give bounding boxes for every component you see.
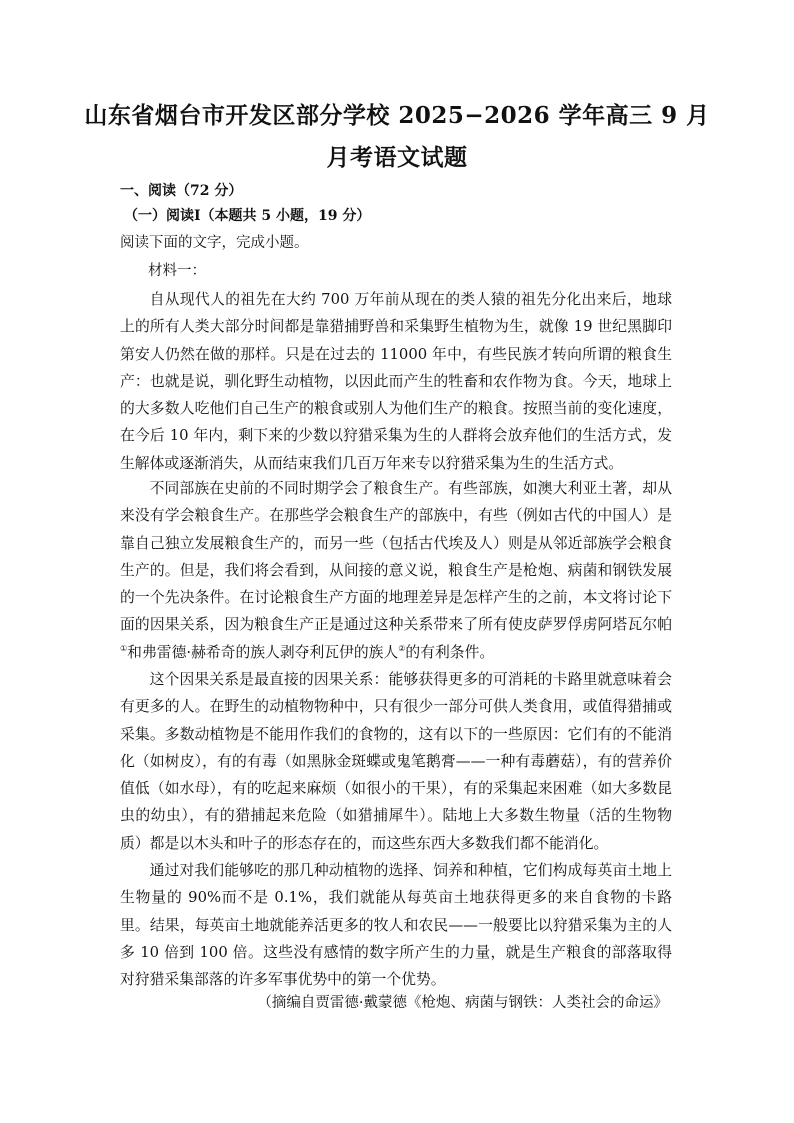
section-heading: 一、阅读（72 分） xyxy=(120,183,243,199)
paragraph-2-body: 不同部族在史前的不同时期学会了粮食生产。有些部族，如澳大利亚土著，却从来没有学会粮食生产。在那些学会粮食生产的部族中，有些（例如古代的中国人）是靠自己独立发展粮食生产的，而另一些（包括古代埃及人）则是从邻近部族学会粮食生产的。但是，我们将会看到，从间接的意义说，粮食生产是枪炮、病菌和钢铁发展的一个先决条件。在讨论粮食生产方面的地理差异是怎样产生的之前，本文将讨论下面的因果关系，因为粮食生产正是通过这种关系带来了所有使皮萨罗俘虏阿塔瓦尔帕 xyxy=(120,480,672,634)
paragraph-2 xyxy=(120,475,672,666)
page-title-line1: 山东省烟台市开发区部分学校 2025−2026 学年高三 9 月 xyxy=(84,102,710,129)
section-subheading: （一）阅读Ⅰ（本题共 5 小题，19 分） xyxy=(124,208,371,224)
paragraph-2-end: 的有利条件。 xyxy=(405,643,495,661)
material-label: 材料一： xyxy=(148,263,206,279)
footnote-marker-1: ① xyxy=(120,643,128,653)
paragraph-3: 这个因果关系是最直接的因果关系：能够获得更多的可消耗的卡路里就意味着会有更多的人。在野生的动植物物种中，只有很少一部分可供人类食用，或值得猎捕或采集。多数动植物是不能用作我们的食物的，这有以下的一些原因：它们有的不能消化（如树皮），有的有毒（如黑脉金斑蝶或鬼笔鹅膏——一种有毒蘑菇），有的营养价值低（如水母），有的吃起来麻烦（如很小的干果），有的采集起来困难（如大多数昆虫的幼虫），有的猎捕起来危险（如猎捕犀牛）。陆地上大多数生物量（活的生物物质）都是以木头和叶子的形态存在的，而这些东西大多数我们都不能消化。 xyxy=(120,671,672,852)
paragraph-2-middle: 和弗雷德·赫希奇的族人剥夺利瓦伊的族人 xyxy=(127,643,399,661)
instruction-text: 阅读下面的文字，完成小题。 xyxy=(120,235,309,251)
paragraph-1: 自从现代人的祖先在大约 700 万年前从现在的类人猿的祖先分化出来后，地球上的所有人类大部分时间都是靠猎捕野兽和采集野生植物为生，就像 19 世纪黑脚印第安人仍然在做的那样。只是在过去的 11000 年中，有些民族才转向所谓的粮食生产：也就是说，驯化野生动植物，以因此而产生的牲畜和农作物为食。今天，地球上的大多数人吃他们自己生产的粮食或别人为他们生产的粮食。按照当前的变化速度，在今后 10 年内，剩下来的少数以狩猎采集为生的人群将会放弃他们的生活方式，发生解体或逐渐消失，从而结束我们几百万年来专以狩猎采集为生的生活方式。 xyxy=(120,291,672,472)
page-title-line2: 月考语文试题 xyxy=(326,144,468,171)
source-citation: （摘编自贾雷德·戴蒙德《枪炮、病菌与钢铁：人类社会的命运》 xyxy=(257,995,668,1011)
footnote-marker-2: ② xyxy=(398,643,406,653)
paragraph-4: 通过对我们能够吃的那几种动植物的选择、饲养和种植，它们构成每英亩土地上生物量的 90%而不是 0.1%，我们就能从每英亩土地获得更多的来自食物的卡路里。结果，每英亩土地就能养活更多的牧人和农民——一般要比以狩猎采集为主的人多 10 倍到 100 倍。这些没有感情的数字所产生的力量，就是生产粮食的部落取得对狩猎采集部落的许多军事优势中的第一个优势。 xyxy=(120,862,672,989)
